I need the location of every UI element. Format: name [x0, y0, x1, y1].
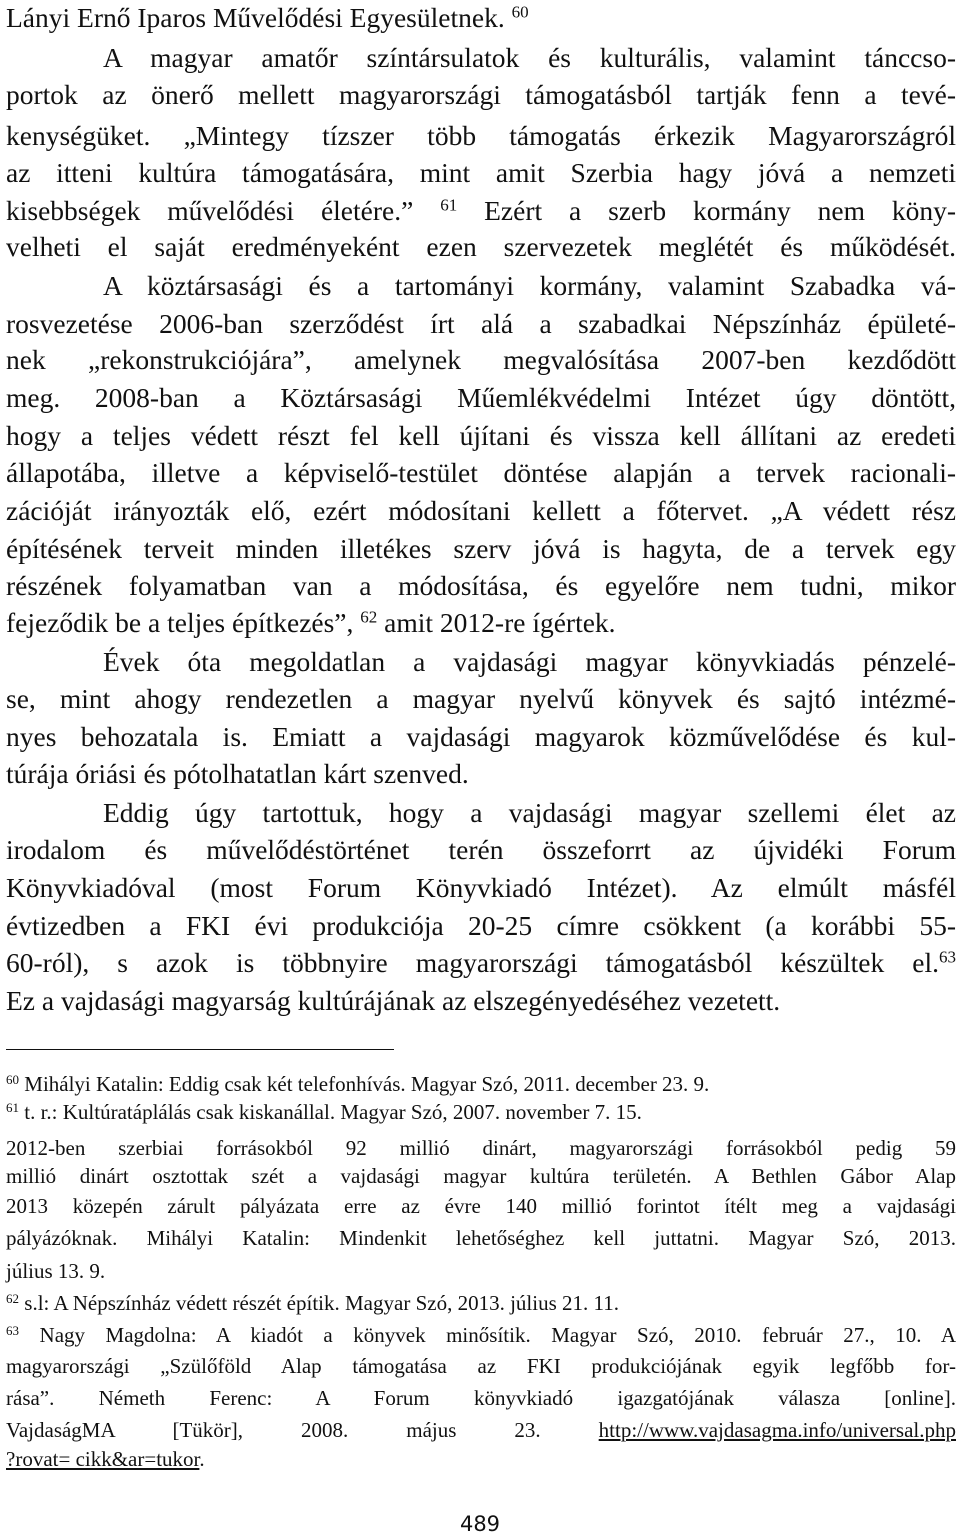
body-line — [6, 193, 956, 229]
body-line: portok az önerő mellett magyarországi támogatásból tartják fenn a tevé- — [6, 79, 956, 110]
body-line: se, mint ahogy rendezetlen a magyar nyelvű könyvek és sajtó intézmé- — [6, 683, 956, 714]
body-line: az itteni kultúra támogatására, mint amit Szerbia hagy jóvá a nemzeti — [6, 157, 956, 188]
body-line: hogy a teljes védett részt fel kell újítani és vissza kell állítani az eredeti — [6, 420, 956, 451]
body-line: építésének terveit minden illetékes szerv jóvá is hagyta, de a tervek egy — [6, 533, 956, 564]
text-span: fejeződik be a teljes építkezés”, — [6, 607, 354, 638]
text-span: kisebbségek művelődési életére.” — [6, 195, 414, 226]
footnote-61 — [6, 1099, 956, 1126]
body-line: állapotába, illetve a képviselő-testület döntése alapján a tervek racionali- — [6, 457, 956, 488]
footnote-line: millió dinárt osztottak szét a vajdasági magyar kultúra területén. A Bethlen Gábor Alap — [6, 1164, 956, 1188]
footnote-number: 63 — [6, 1322, 20, 1338]
paragraph-start: A magyar amatőr színtársulatok és kulturális, valamint tánccso- — [103, 42, 956, 73]
body-line: részének folyamatban van a módosítása, és egyelőre nem tudni, mikor — [6, 570, 956, 601]
footnote-number: 60 — [6, 1071, 20, 1087]
text-span: 60-ról), s azok is többnyire magyarországi támogatásból készültek el. — [6, 947, 939, 978]
source-url-link[interactable]: http://www.vajdasagma.info/universal.php — [598, 1418, 956, 1442]
footnote-line: július 13. 9. — [6, 1259, 106, 1283]
footnote-text: . — [199, 1447, 205, 1471]
body-line: évtizedben a FKI évi produkciója 20-25 címre csökkent (a korábbi 55- — [6, 910, 956, 941]
footnote-line: 2013 közepén zárult pályázata erre az évre 140 millió forintot ítélt meg a vajdasági — [6, 1194, 956, 1218]
paragraph-start: Eddig úgy tartottuk, hogy a vajdasági magyar szellemi élet az — [103, 797, 956, 828]
body-line — [6, 0, 956, 36]
body-line: nek „rekonstrukciójára”, amelynek megvalósítása 2007-ben kezdődött — [6, 344, 956, 375]
footnote-line: 2012-ben szerbiai forrásokból 92 millió dinárt, magyarországi forrásokból pedig 59 — [6, 1136, 956, 1160]
footnote-ref-63[interactable]: 63 — [938, 947, 956, 967]
body-line: túrája óriási és pótolhatatlan kárt szenved. — [6, 758, 469, 789]
body-line: rosvezetése 2006-ban szerződést írt alá a szabadkai Népszínház épületé- — [6, 308, 956, 339]
page-number: 489 — [459, 1512, 501, 1536]
footnote-line: pályázóknak. Mihályi Katalin: Mindenkit lehetőséghez kell juttatni. Magyar Szó, 2013. — [6, 1226, 956, 1250]
paragraph-start: Évek óta megoldatlan a vajdasági magyar könyvkiadás pénzelé- — [103, 646, 956, 677]
footnote-line — [6, 1417, 956, 1444]
body-line: Ez a vajdasági magyarság kultúrájának az elszegényedéséhez vezetett. — [6, 985, 781, 1016]
body-line: irodalom és művelődéstörténet terén összeforrt az újvidéki Forum — [6, 834, 956, 865]
footnote-line: magyarországi „Szülőföld Alap támogatása az FKI produkciójának egyik legfőbb for- — [6, 1354, 956, 1378]
body-line: velheti el saját eredményeként ezen szervezetek meglétét és működését. — [6, 231, 956, 262]
footnote-number: 62 — [6, 1290, 20, 1306]
footnote-60 — [6, 1071, 956, 1098]
footnote-ref-62[interactable]: 62 — [360, 607, 378, 627]
body-line: meg. 2008-ban a Köztársasági Műemlékvédelmi Intézet úgy döntött, — [6, 382, 956, 413]
paragraph-start: A köztársasági és a tartományi kormány, valamint Szabadka vá- — [103, 270, 956, 301]
footnote-text: t. r.: Kultúratáplálás csak kiskanállal. Magyar Szó, 2007. november 7. 15. — [24, 1100, 642, 1124]
footnote-line — [6, 1446, 956, 1473]
text-span: Lányi Ernő Iparos Művelődési Egyesületnek. — [6, 2, 505, 33]
footnote-line: rása”. Németh Ferenc: A Forum könyvkiadó igazgatójának válasza [online]. — [6, 1386, 956, 1410]
text-span: Ezért a szerb kormány nem köny- — [484, 195, 957, 226]
body-line: Könyvkiadóval (most Forum Könyvkiadó Intézet). Az elmúlt másfél — [6, 872, 956, 903]
footnote-text: Nagy Magdolna: A kiadót a könyvek minősítik. Magyar Szó, 2010. február 27., 10. A — [39, 1323, 957, 1347]
footnote-ref-61[interactable]: 61 — [440, 195, 458, 215]
text-span: amit 2012-re ígértek. — [384, 607, 616, 638]
footnote-63 — [6, 1322, 956, 1349]
body-line — [6, 945, 956, 981]
footnote-62 — [6, 1290, 956, 1317]
source-url-link-continued[interactable]: ?rovat= cikk&ar=tukor — [6, 1447, 200, 1471]
body-line — [6, 605, 956, 641]
footnote-text: s.l: A Népszínház védett részét építik. Magyar Szó, 2013. július 21. 11. — [24, 1291, 619, 1315]
body-line: nyes behozatala is. Emiatt a vajdasági magyarok közművelődése és kul- — [6, 721, 956, 752]
footnote-number: 61 — [6, 1099, 20, 1115]
footnote-text: Mihályi Katalin: Eddig csak két telefonhívás. Magyar Szó, 2011. december 23. 9. — [24, 1072, 710, 1096]
footnote-separator — [6, 1049, 394, 1050]
footnote-ref-60[interactable]: 60 — [511, 2, 529, 22]
footnote-text: VajdaságMA [Tükör], 2008. május 23. — [6, 1418, 541, 1442]
body-line: zációját irányozták elő, ezért módosítani kellett a főtervet. „A védett rész — [6, 495, 956, 526]
body-line: kenységüket. „Mintegy tízszer több támogatás érkezik Magyarországról — [6, 120, 956, 151]
